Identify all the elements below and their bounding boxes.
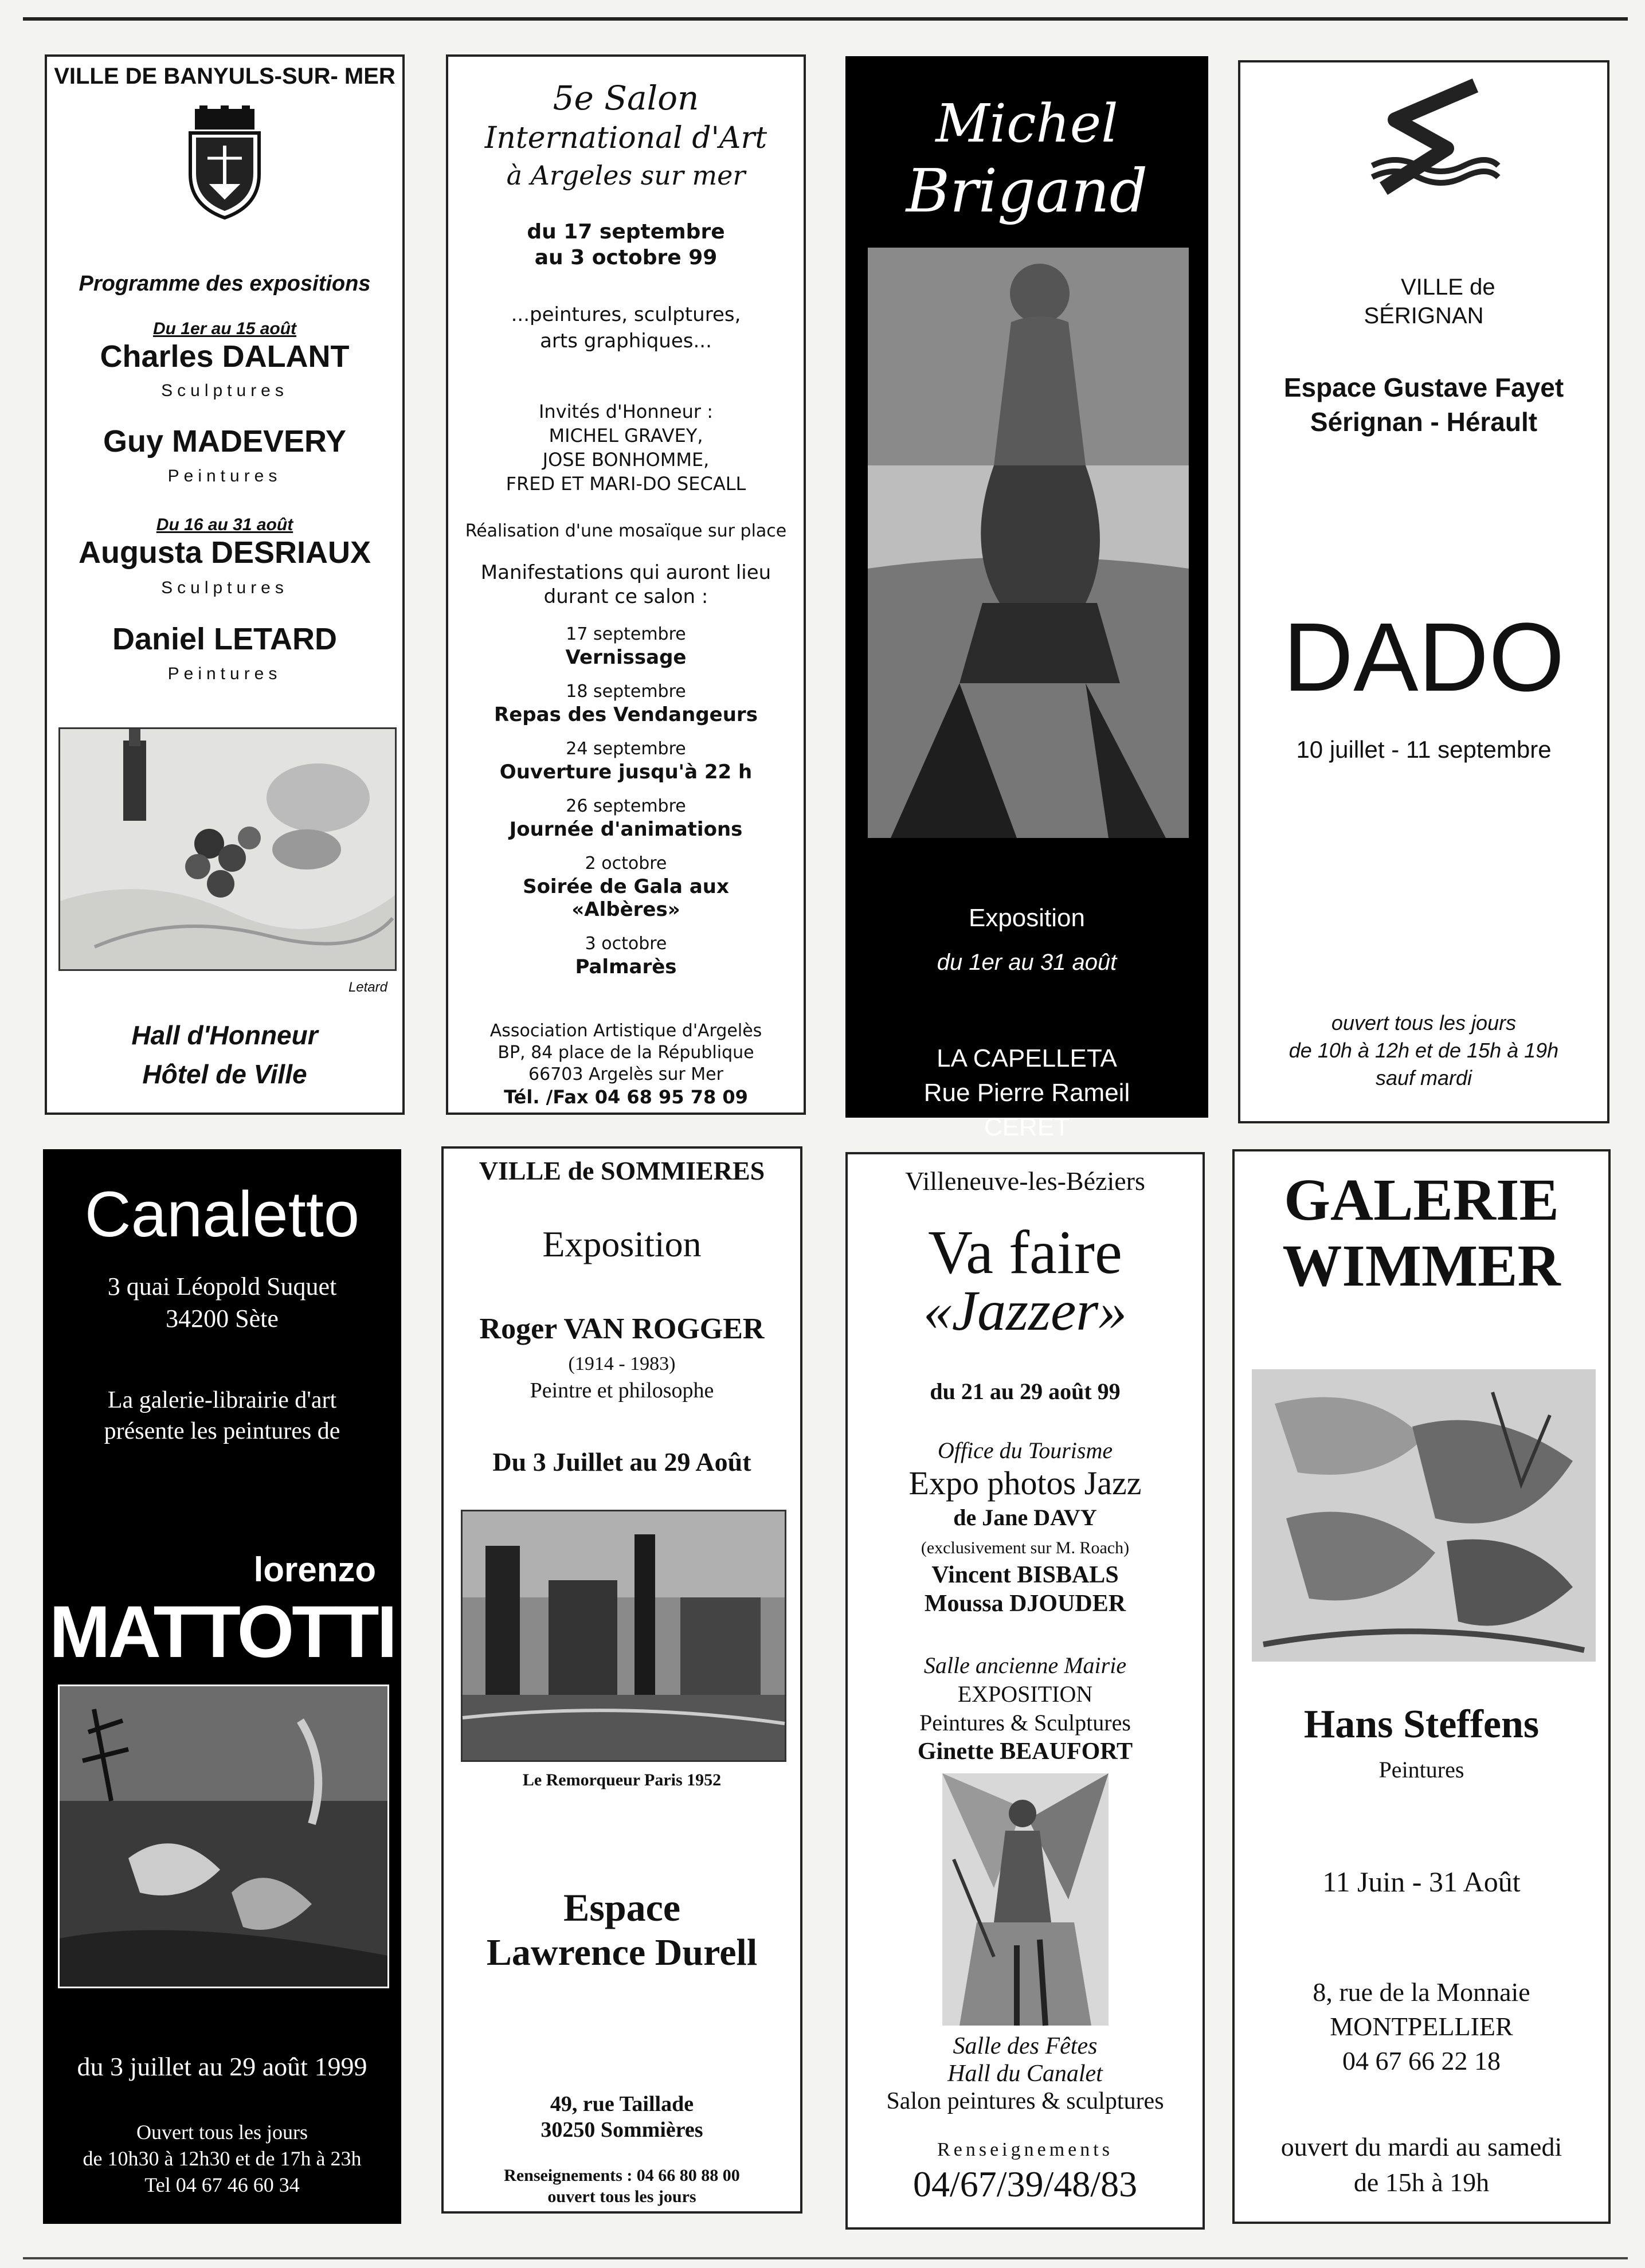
ad-banyuls [45,54,405,1115]
salon-title-2: International d'Art [484,121,767,155]
expo-author: de Jane DAVY [953,1505,1097,1530]
ad-header: VILLE de SOMMIERES [479,1156,765,1185]
salon-desc-2: arts graphiques... [540,330,712,352]
artist-role: Peintre et philosophe [530,1378,714,1403]
contact-2: BP, 84 place de la République [498,1043,754,1063]
salon-title-3: à Argeles sur mer [506,160,746,191]
hours-line-3: sauf mardi [1375,1066,1472,1090]
artist-2: Moussa DJOUDER [924,1591,1126,1617]
address-line-1: 49, rue Taillade [550,2092,694,2116]
hours-line-2: de 10h30 à 12h30 et de 17h à 23h [83,2147,362,2170]
artist-3: Augusta DESRIAUX [78,535,371,570]
info-line-1: Renseignements : 04 66 80 88 00 [504,2166,740,2185]
artist-first-name: lorenzo [253,1550,376,1589]
hours-line-2: de 15h à 19h [1353,2168,1490,2197]
telephone: Tel 04 67 46 60 34 [144,2173,300,2196]
title-line-1: Va faire [928,1219,1122,1287]
venue-line-2: Lawrence Durell [486,1932,758,1973]
ad-villeneuve-jazz [845,1152,1205,2230]
painting-image [461,1510,786,1762]
venue-line-1: Espace [563,1886,680,1929]
salon-desc-1: ...peintures, sculptures, [511,303,741,326]
hours-line-1: Ouvert tous les jours [136,2121,308,2144]
event-date: 18 septembre [566,681,686,702]
artist-name: Hans Steffens [1303,1702,1540,1746]
artist-3: Ginette BEAUFORT [917,1738,1133,1765]
info-line-2: ouvert tous les jours [547,2187,696,2206]
hours-line-1: ouvert du mardi au samedi [1280,2132,1562,2161]
manif-line-1: Manifestations qui auront lieu [480,561,771,584]
expo-genre: Peintures & Sculptures [919,1710,1131,1736]
mosaic-note: Réalisation d'une mosaïque sur place [465,521,787,541]
title-line-2: «Jazzer» [923,1279,1127,1342]
event-date: 2 octobre [585,853,667,873]
manif-line-2: durant ce salon : [543,585,708,608]
address-line-1: 3 quai Léopold Suquet [107,1272,337,1301]
logo-text-1: VILLE de [1401,275,1495,300]
contact-4: Tél. /Fax 04 68 95 78 09 [504,1086,748,1108]
address-line-2: 30250 Sommières [540,2118,703,2142]
festival-dates: du 21 au 29 août 99 [930,1378,1121,1404]
bottom-rule [23,2257,1628,2259]
venue-line-3: CERET [984,1113,1070,1141]
artist-years: (1914 - 1983) [568,1353,676,1374]
event-name: Journée d'animations [509,818,743,841]
event-date: 24 septembre [566,739,686,759]
expo-note: (exclusivement sur M. Roach) [921,1538,1130,1557]
guest-3: FRED ET MARI-DO SECALL [506,473,746,495]
gallery-title-1: GALERIE [1284,1167,1559,1233]
salon-dates-2: au 3 octobre 99 [534,246,718,269]
serignan-logo-icon [1361,80,1498,194]
contact-1: Association Artistique d'Argelès [489,1021,762,1041]
artist-3-type: Sculptures [161,578,288,597]
ad-header: VILLE DE BANYULS-SUR- MER [54,64,395,89]
ad-header: Villeneuve-les-Béziers [905,1166,1145,1196]
ad-canaletto [43,1149,401,2224]
event-date: 17 septembre [566,624,686,644]
period-1: Du 1er au 15 août [152,319,297,338]
painting-caption: Le Remorqueur Paris 1952 [522,1770,722,1789]
period-2: Du 16 au 31 août [156,515,293,534]
ad-serignan-dado [1238,60,1609,1123]
telephone: 04 67 66 22 18 [1342,2046,1501,2075]
exhibit-dates: du 3 juillet au 29 août 1999 [77,2052,367,2081]
event-date: 26 septembre [566,796,686,816]
info-phone: 04/67/39/48/83 [912,2164,1138,2204]
venue-line-1: Hall d'Honneur [131,1020,318,1050]
logo-text-2: SÉRIGNAN [1364,303,1484,328]
artist-1: Charles DALANT [100,339,350,374]
artist-type: Peintures [1378,1757,1464,1783]
address-line-2: 34200 Sète [166,1305,279,1333]
fete-line-2: Hall du Canalet [947,2061,1103,2087]
event-name: Soirée de Gala aux [523,875,729,898]
guests-label: Invités d'Honneur : [538,401,713,422]
hours-line-2: de 10h à 12h et de 15h à 19h [1288,1039,1559,1062]
intro-line-1: La galerie-librairie d'art [107,1387,337,1413]
expo-label: EXPOSITION [957,1681,1093,1707]
event-name: Ouverture jusqu'à 22 h [499,761,753,784]
hours-line-1: ouvert tous les jours [1331,1011,1517,1035]
address-line-2: MONTPELLIER [1330,2012,1513,2041]
artist-last-name: Brigand [906,156,1148,226]
ad-michel-brigand [845,56,1208,1141]
place-line-2: Sérignan - Hérault [1310,407,1538,437]
fete-line-1: Salle des Fêtes [953,2033,1098,2059]
ad-galerie-wimmer [1232,1149,1611,2224]
event-name: Palmarès [575,955,677,978]
painting-image [942,1773,1109,2026]
event-name-2: «Albères» [571,898,680,921]
venue-line-1: LA CAPELLETA [937,1044,1117,1072]
contact-3: 66703 Argelès sur Mer [528,1064,723,1084]
venue-line-2: Hôtel de Ville [142,1059,307,1089]
painting-image [1252,1369,1596,1662]
exhibit-label: Exposition [542,1224,702,1264]
ad-sommieres [441,1146,802,2214]
info-label: Renseignements [937,2139,1113,2160]
gallery-title-2: WIMMER [1282,1233,1561,1299]
guest-2: JOSE BONHOMME, [542,449,710,471]
salon-title-1: 5e Salon [553,79,699,117]
artist-1: Vincent BISBALS [931,1562,1119,1588]
exhibit-dates: Du 3 Juillet au 29 Août [492,1447,751,1476]
address-line-1: 8, rue de la Monnaie [1313,1977,1530,2007]
venue-line-2: Rue Pierre Rameil [923,1079,1130,1107]
exhibit-label: Exposition [968,904,1085,932]
ad-subtitle: Programme des expositions [79,272,371,296]
guest-1: MICHEL GRAVEY, [549,425,703,446]
sculpture-photo [868,248,1189,838]
artist-last-name: MATTOTTI [49,1591,395,1673]
exhibit-dates: 10 juillet - 11 septembre [1296,736,1552,763]
image-credit: Letard [348,980,387,995]
painting-image [58,1685,389,1988]
artist-4: Daniel LETARD [112,622,338,656]
gallery-name: Canaletto [84,1178,360,1250]
event-name: Vernissage [565,646,687,669]
salle-label: Salle ancienne Mairie [923,1652,1127,1678]
salon-dates-1: du 17 septembre [527,220,725,244]
artist-first-name: Michel [935,93,1118,154]
event-date: 3 octobre [585,934,667,954]
event-name: Repas des Vendangeurs [494,703,758,726]
fete-line-3: Salon peintures & sculptures [886,2088,1164,2114]
coat-of-arms-icon [179,105,271,220]
still-life-image [58,727,397,971]
exhibit-dates: du 1er au 31 août [937,950,1117,975]
artist-name: DADO [1283,603,1565,712]
top-rule [23,17,1628,21]
ad-salon-argeles [446,54,806,1115]
artist-4-type: Peintures [167,664,282,683]
artist-2-type: Peintures [167,467,282,485]
artist-name: Roger VAN ROGGER [479,1313,765,1345]
office-label: Office du Tourisme [937,1437,1113,1463]
exhibit-dates: 11 Juin - 31 Août [1322,1866,1521,1898]
artist-2: Guy MADEVERY [103,424,347,459]
expo-title: Expo photos Jazz [908,1464,1142,1502]
intro-line-2: présente les peintures de [104,1418,340,1444]
place-line-1: Espace Gustave Fayet [1283,373,1564,402]
artist-1-type: Sculptures [161,381,288,400]
